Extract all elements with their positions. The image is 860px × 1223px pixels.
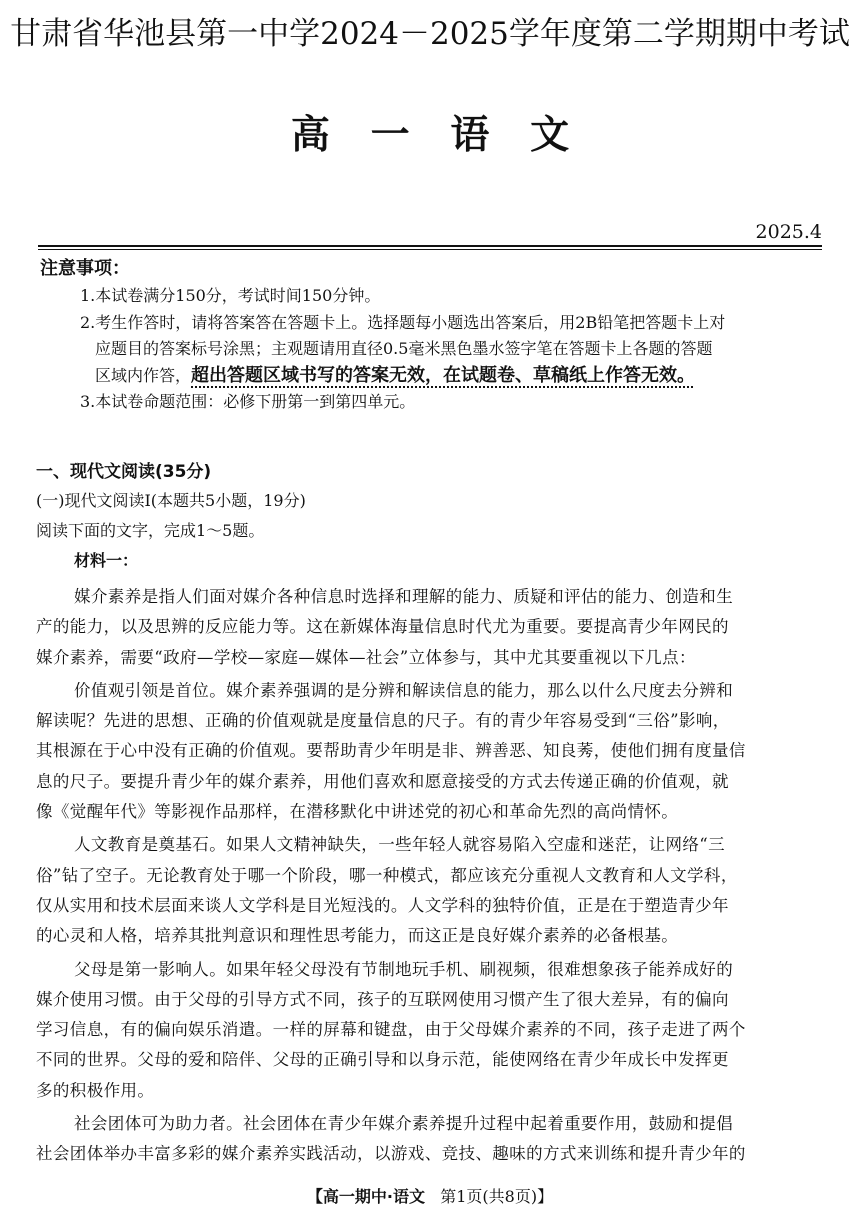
text-line: 学习信息，有的偏向娱乐消遣。一样的屏幕和键盘，由于父母媒介素养的不同，孩子走进了两个	[36, 1020, 746, 1040]
footer-page-number: 第1页(共8页)】	[440, 1187, 554, 1206]
subject-title	[0, 110, 860, 162]
text-line: 媒介素养是指人们面对媒介各种信息时选择和理解的能力、质疑和评估的能力、创造和生	[74, 587, 734, 606]
header-divider-thin	[38, 249, 822, 250]
subject-char: 一	[370, 113, 410, 158]
notice-line: 应题目的答案标号涂黑；主观题请用直径0.5毫米黑色墨水签字笔在答题卡上各题的答题	[95, 339, 713, 358]
footer-label: 【高一期中·语文	[306, 1187, 425, 1206]
text-line: 的心灵和人格，培养其批判意识和理性思考能力，而这正是良好媒介素养的必备根基。	[36, 926, 679, 946]
paragraph	[36, 582, 824, 673]
subject-char: 语	[450, 113, 490, 158]
header-divider	[38, 245, 822, 247]
text-line: 父母是第一影响人。如果年轻父母没有节制地玩手机、刷视频，很难想象孩子能养成好的	[74, 959, 734, 979]
text-line: 社会团体举办丰富多彩的媒介素养实践活动，以游戏、竞技、趣味的方式来训练和提升青少年的	[36, 1144, 746, 1164]
text-line: 价值观引领是首位。媒介素养强调的是分辨和解读信息的能力，那么以什么尺度去分辨和	[74, 680, 734, 700]
notice-item	[80, 389, 828, 416]
exam-date: 2025.4	[755, 221, 822, 243]
text-line: 多的积极作用。	[36, 1080, 155, 1100]
instruction: 阅读下面的文字，完成1～5题。	[36, 521, 265, 540]
paragraph	[36, 955, 824, 1106]
section-heading: 一、现代文阅读(35分)	[36, 462, 212, 482]
text-line: 人文教育是奠基石。如果人文精神缺失，一些年轻人就容易陷入空虚和迷茫，让网络“三	[74, 835, 726, 855]
exam-title: 甘肃省华池县第一中学2024－2025学年度第二学期期中考试	[10, 16, 850, 52]
text-line: 不同的世界。父母的爱和陪伴、父母的正确引导和以身示范，能使网络在青少年成长中发挥更	[36, 1050, 729, 1070]
paragraph	[36, 1109, 824, 1170]
notice-item	[80, 283, 828, 310]
text-line: 媒介使用习惯。由于父母的引导方式不同，孩子的互联网使用习惯产生了很大差异，有的偏向	[36, 989, 729, 1009]
notice-line: 1.本试卷满分150分，考试时间150分钟。	[80, 286, 381, 305]
text-line: 其根源在于心中没有正确的价值观。要帮助青少年明是非、辨善恶、知良莠，使他们拥有度量信	[36, 741, 746, 761]
text-line: 俗”钻了空子。无论教育处于哪一个阶段，哪一种模式，都应该充分重视人文教育和人文学科，	[36, 865, 738, 885]
page-footer	[0, 1185, 860, 1209]
notice-text: 区域内作答，	[95, 365, 192, 385]
notice-list	[80, 283, 828, 416]
text-line: 媒介素养，需要“政府—学校—家庭—媒体—社会”立体参与，其中尤其要重视以下几点：	[36, 647, 696, 667]
text-line: 仅从实用和技术层面来谈人文学科是目光短浅的。人文学科的独特价值，正是在于塑造青少年	[36, 895, 729, 915]
text-line: 产的能力，以及思辨的反应能力等。这在新媒体海量信息时代尤为重要。要提高青少年网民的	[36, 617, 729, 637]
notice-line	[80, 363, 828, 390]
text-line: 解读呢？先进的思想、正确的价值观就是度量信息的尺子。有的青少年容易受到“三俗”影响，	[36, 711, 730, 731]
paragraph	[36, 830, 824, 951]
notice-line: 2.考生作答时，请将答案答在答题卡上。选择题每小题选出答案后，用2B铅笔把答题卡上对	[80, 312, 726, 332]
text-line: 像《觉醒年代》等影视作品那样，在潜移默化中讲述党的初心和革命先烈的高尚情怀。	[36, 802, 679, 822]
subject-char: 文	[530, 113, 570, 158]
subject-char: 高	[290, 113, 330, 158]
text-line: 社会团体可为助力者。社会团体在青少年媒介素养提升过程中起着重要作用，鼓励和提倡	[74, 1114, 734, 1134]
paragraph	[36, 676, 824, 827]
emphasis-text: 超出答题区域书写的答案无效，在试题卷、草稿纸上作答无效。	[191, 364, 696, 386]
notice-line: 3.本试卷命题范围：必修下册第一到第四单元。	[80, 392, 416, 411]
reading-passage	[36, 582, 824, 1173]
text-line: 息的尺子。要提升青少年的媒介素养，用他们喜欢和愿意接受的方式去传递正确的价值观，就	[36, 771, 729, 791]
notice-item	[80, 310, 828, 390]
material-label: 材料一：	[74, 551, 139, 570]
section-subheading: (一)现代文阅读Ⅰ(本题共5小题，19分)	[36, 491, 306, 510]
notice-heading: 注意事项：	[40, 258, 130, 279]
